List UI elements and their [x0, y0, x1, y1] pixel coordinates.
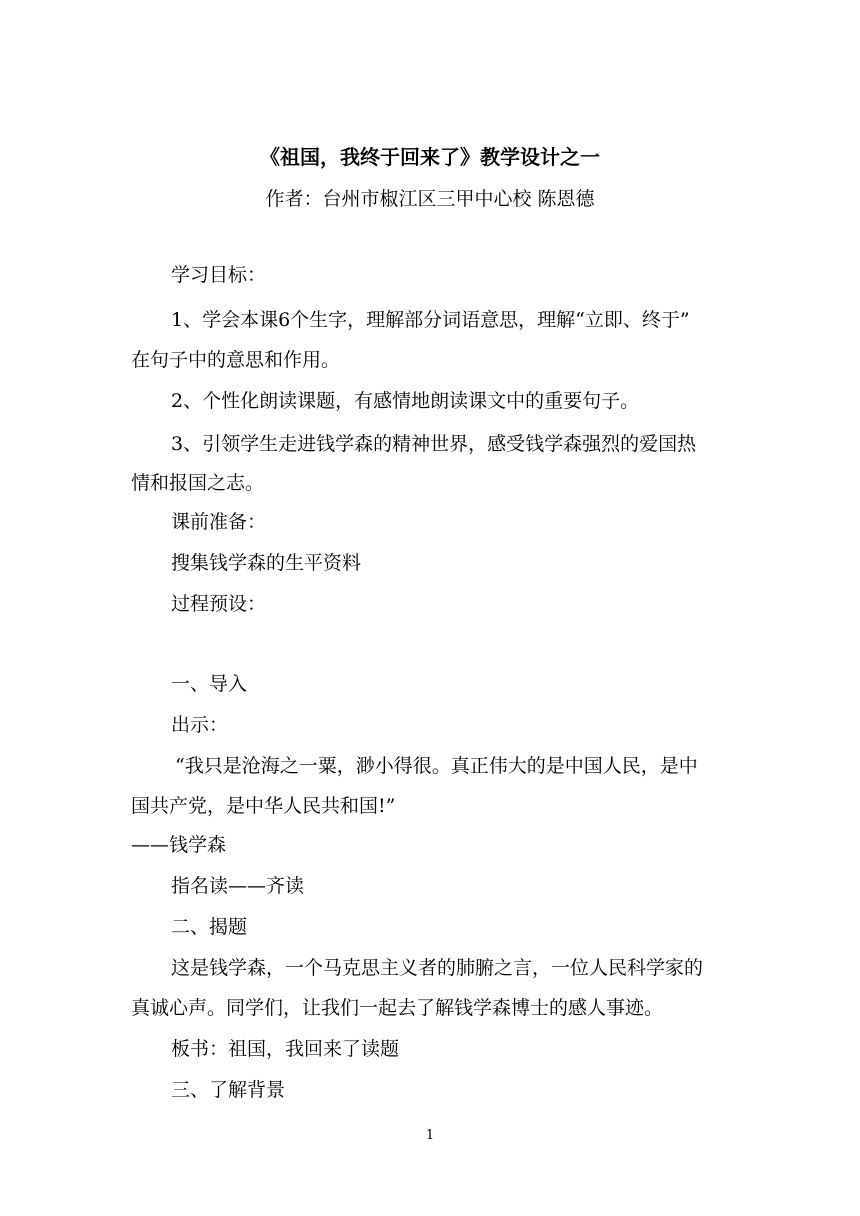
paragraph: 这是钱学森，一个马克思主义者的肺腑之言，一位人民科学家的: [171, 957, 704, 979]
paragraph: 搜集钱学森的生平资料: [171, 552, 362, 574]
paragraph: 出示：: [171, 714, 229, 736]
paragraph: ——钱学森: [131, 834, 227, 856]
paragraph: 指名读——齐读: [171, 875, 305, 897]
page-number: 1: [425, 1128, 435, 1143]
paragraph: 国共产党，是中华人民共和国!”: [131, 795, 396, 817]
paragraph: 过程预设：: [171, 593, 267, 615]
paragraph: 三、了解背景: [171, 1079, 286, 1101]
paragraph: 学习目标：: [171, 264, 267, 286]
document-author: 作者：台州市椒江区三甲中心校 陈恩德: [265, 188, 595, 210]
paragraph: 在句子中的意思和作用。: [131, 349, 341, 371]
paragraph: 1、学会本课6个生字，理解部分词语意思，理解“立即、终于”: [171, 309, 690, 331]
paragraph: 二、揭题: [171, 916, 248, 938]
document-title: 《祖国，我终于回来了》教学设计之一: [260, 145, 600, 169]
paragraph: 2、个性化朗读课题，有感情地朗读课文中的重要句子。: [171, 390, 640, 412]
paragraph: 课前准备：: [171, 511, 267, 533]
paragraph: “我只是沧海之一粟，渺小得很。真正伟大的是中国人民，是中: [175, 755, 698, 777]
paragraph: 真诚心声。同学们，让我们一起去了解钱学森博士的感人事迹。: [131, 997, 664, 1019]
paragraph: 3、引领学生走进钱学森的精神世界，感受钱学森强烈的爱国热: [171, 433, 697, 455]
paragraph: 一、导入: [171, 673, 248, 695]
paragraph: 情和报国之志。: [131, 472, 265, 494]
paragraph: 板书：祖国，我回来了读题: [171, 1038, 400, 1060]
